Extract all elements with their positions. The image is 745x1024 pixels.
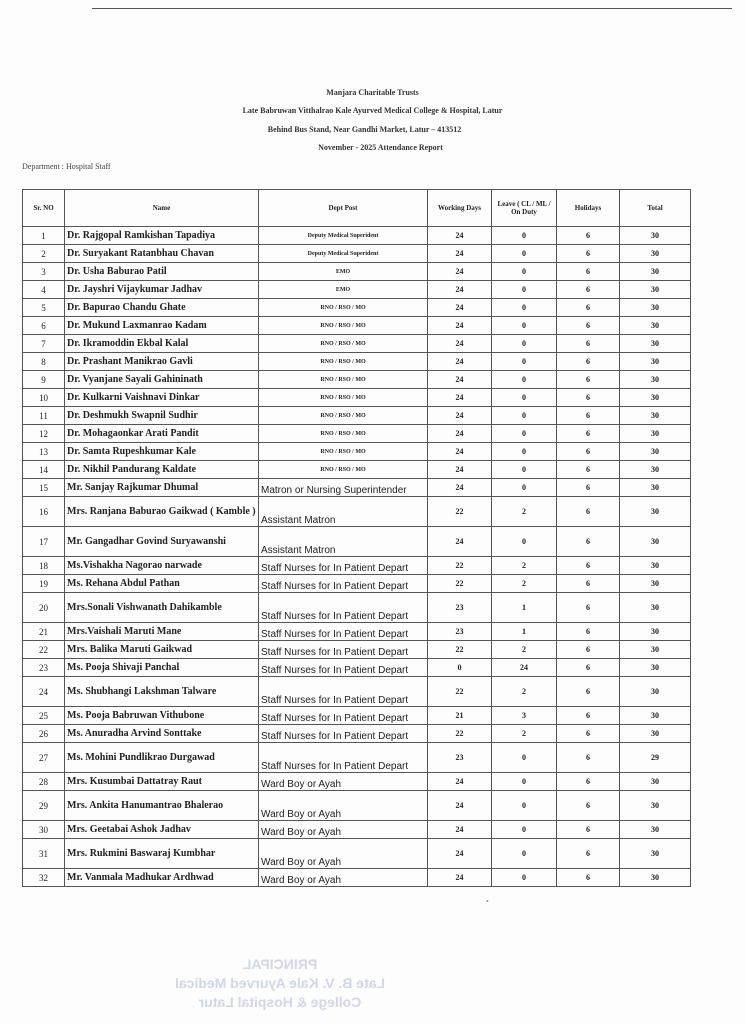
row-sr-no: 31 xyxy=(23,839,65,869)
row-dept-post: Deputy Medical Superident xyxy=(259,245,428,263)
row-name: Mrs. Ankita Hanumantrao Bhalerao xyxy=(65,791,259,821)
row-name: Dr. Rajgopal Ramkishan Tapadiya xyxy=(65,227,259,245)
table-row xyxy=(23,335,691,353)
row-sr-no: 1 xyxy=(23,227,65,245)
row-working-days: 24 xyxy=(428,821,492,839)
table-row xyxy=(23,791,691,821)
col-total: Total xyxy=(620,190,691,227)
row-leave: 0 xyxy=(492,263,557,281)
row-working-days: 24 xyxy=(428,443,492,461)
row-leave: 0 xyxy=(492,869,557,887)
principal-stamp xyxy=(150,955,410,1012)
row-total: 30 xyxy=(620,641,691,659)
row-working-days: 24 xyxy=(428,263,492,281)
row-sr-no: 20 xyxy=(23,593,65,623)
row-total: 30 xyxy=(620,791,691,821)
row-total: 30 xyxy=(620,389,691,407)
table-row xyxy=(23,821,691,839)
row-holidays: 6 xyxy=(557,527,620,557)
row-working-days: 24 xyxy=(428,371,492,389)
row-name: Dr. Jayshri Vijaykumar Jadhav xyxy=(65,281,259,299)
row-dept-post: Staff Nurses for In Patient Depart xyxy=(259,677,428,707)
row-sr-no: 3 xyxy=(23,263,65,281)
row-total: 30 xyxy=(620,245,691,263)
row-total: 30 xyxy=(620,299,691,317)
row-leave: 0 xyxy=(492,317,557,335)
table-row xyxy=(23,299,691,317)
row-holidays: 6 xyxy=(557,641,620,659)
row-leave: 0 xyxy=(492,335,557,353)
stamp-line: Late B. V. Kale Ayurved Medical xyxy=(174,975,386,991)
row-leave: 0 xyxy=(492,407,557,425)
row-sr-no: 25 xyxy=(23,707,65,725)
row-name: Dr. Usha Baburao Patil xyxy=(65,263,259,281)
row-total: 30 xyxy=(620,281,691,299)
col-dept-post: Dept Post xyxy=(259,190,428,227)
row-dept-post: Staff Nurses for In Patient Depart xyxy=(259,743,428,773)
row-dept-post: Ward Boy or Ayah xyxy=(259,869,428,887)
table-header-row xyxy=(23,190,691,227)
row-total: 30 xyxy=(620,407,691,425)
row-leave: 1 xyxy=(492,623,557,641)
row-dept-post: RNO / RSO / MO xyxy=(259,353,428,371)
row-holidays: 6 xyxy=(557,497,620,527)
row-working-days: 24 xyxy=(428,527,492,557)
row-working-days: 24 xyxy=(428,245,492,263)
table-row xyxy=(23,281,691,299)
row-name: Mrs. Kusumbai Dattatray Raut xyxy=(65,773,259,791)
row-name: Mrs.Sonali Vishwanath Dahikamble xyxy=(65,593,259,623)
row-name: Mrs. Geetabai Ashok Jadhav xyxy=(65,821,259,839)
row-working-days: 24 xyxy=(428,791,492,821)
row-total: 30 xyxy=(620,575,691,593)
row-holidays: 6 xyxy=(557,335,620,353)
row-working-days: 24 xyxy=(428,839,492,869)
row-dept-post: RNO / RSO / MO xyxy=(259,443,428,461)
row-sr-no: 24 xyxy=(23,677,65,707)
row-leave: 0 xyxy=(492,299,557,317)
row-leave: 0 xyxy=(492,389,557,407)
row-total: 30 xyxy=(620,443,691,461)
col-working-days: Working Days xyxy=(428,190,492,227)
row-leave: 2 xyxy=(492,497,557,527)
stamp-line: College & Hospital Latur xyxy=(198,994,362,1010)
row-sr-no: 30 xyxy=(23,821,65,839)
row-sr-no: 22 xyxy=(23,641,65,659)
row-holidays: 6 xyxy=(557,659,620,677)
table-row xyxy=(23,317,691,335)
table-row xyxy=(23,461,691,479)
table-row xyxy=(23,707,691,725)
row-working-days: 0 xyxy=(428,659,492,677)
row-name: Mrs.Vaishali Maruti Mane xyxy=(65,623,259,641)
row-holidays: 6 xyxy=(557,317,620,335)
row-total: 30 xyxy=(620,353,691,371)
row-dept-post: Assistant Matron xyxy=(259,527,428,557)
row-sr-no: 6 xyxy=(23,317,65,335)
row-dept-post: Staff Nurses for In Patient Depart xyxy=(259,557,428,575)
row-working-days: 24 xyxy=(428,461,492,479)
row-leave: 0 xyxy=(492,791,557,821)
stray-mark: • xyxy=(486,897,489,906)
row-working-days: 24 xyxy=(428,869,492,887)
row-sr-no: 16 xyxy=(23,497,65,527)
table-row xyxy=(23,407,691,425)
row-working-days: 23 xyxy=(428,623,492,641)
row-dept-post: RNO / RSO / MO xyxy=(259,317,428,335)
row-total: 29 xyxy=(620,743,691,773)
row-sr-no: 27 xyxy=(23,743,65,773)
row-holidays: 6 xyxy=(557,575,620,593)
row-name: Dr. Vyanjane Sayali Gahininath xyxy=(65,371,259,389)
table-row xyxy=(23,623,691,641)
table-row xyxy=(23,389,691,407)
row-dept-post: Ward Boy or Ayah xyxy=(259,773,428,791)
row-working-days: 24 xyxy=(428,281,492,299)
table-row xyxy=(23,575,691,593)
table-row xyxy=(23,443,691,461)
row-working-days: 22 xyxy=(428,497,492,527)
row-name: Ms. Rehana Abdul Pathan xyxy=(65,575,259,593)
row-holidays: 6 xyxy=(557,623,620,641)
department-label: Department : Hospital Staff xyxy=(22,162,111,171)
row-sr-no: 15 xyxy=(23,479,65,497)
row-working-days: 22 xyxy=(428,725,492,743)
row-leave: 0 xyxy=(492,425,557,443)
row-dept-post: Staff Nurses for In Patient Depart xyxy=(259,707,428,725)
table-row xyxy=(23,425,691,443)
row-sr-no: 19 xyxy=(23,575,65,593)
row-holidays: 6 xyxy=(557,821,620,839)
row-total: 30 xyxy=(620,593,691,623)
row-working-days: 24 xyxy=(428,389,492,407)
row-working-days: 24 xyxy=(428,407,492,425)
table-row xyxy=(23,725,691,743)
table-row xyxy=(23,353,691,371)
row-name: Dr. Ikramoddin Ekbal Kalal xyxy=(65,335,259,353)
row-leave: 0 xyxy=(492,461,557,479)
row-total: 30 xyxy=(620,707,691,725)
row-working-days: 24 xyxy=(428,227,492,245)
row-sr-no: 18 xyxy=(23,557,65,575)
row-working-days: 23 xyxy=(428,593,492,623)
row-name: Dr. Samta Rupeshkumar Kale xyxy=(65,443,259,461)
row-leave: 0 xyxy=(492,821,557,839)
row-dept-post: RNO / RSO / MO xyxy=(259,407,428,425)
row-working-days: 24 xyxy=(428,425,492,443)
row-sr-no: 26 xyxy=(23,725,65,743)
row-sr-no: 21 xyxy=(23,623,65,641)
attendance-table xyxy=(22,189,691,887)
row-total: 30 xyxy=(620,425,691,443)
row-sr-no: 5 xyxy=(23,299,65,317)
table-row xyxy=(23,869,691,887)
row-sr-no: 32 xyxy=(23,869,65,887)
table-row xyxy=(23,743,691,773)
row-holidays: 6 xyxy=(557,281,620,299)
row-holidays: 6 xyxy=(557,389,620,407)
row-total: 30 xyxy=(620,869,691,887)
row-name: Dr. Kulkarni Vaishnavi Dinkar xyxy=(65,389,259,407)
row-leave: 24 xyxy=(492,659,557,677)
row-working-days: 22 xyxy=(428,557,492,575)
row-holidays: 6 xyxy=(557,353,620,371)
row-total: 30 xyxy=(620,371,691,389)
row-dept-post: RNO / RSO / MO xyxy=(259,335,428,353)
row-dept-post: Staff Nurses for In Patient Depart xyxy=(259,641,428,659)
row-leave: 2 xyxy=(492,557,557,575)
table-row xyxy=(23,227,691,245)
row-holidays: 6 xyxy=(557,839,620,869)
row-name: Dr. Mukund Laxmanrao Kadam xyxy=(65,317,259,335)
stamp-line: PRINCIPAL xyxy=(242,956,318,972)
row-holidays: 6 xyxy=(557,557,620,575)
table-row xyxy=(23,677,691,707)
row-leave: 0 xyxy=(492,527,557,557)
row-leave: 1 xyxy=(492,593,557,623)
table-row xyxy=(23,527,691,557)
row-holidays: 6 xyxy=(557,443,620,461)
row-dept-post: Staff Nurses for In Patient Depart xyxy=(259,725,428,743)
row-sr-no: 29 xyxy=(23,791,65,821)
row-leave: 0 xyxy=(492,353,557,371)
table-row xyxy=(23,371,691,389)
row-name: Ms. Pooja Shivaji Panchal xyxy=(65,659,259,677)
row-working-days: 24 xyxy=(428,479,492,497)
row-working-days: 21 xyxy=(428,707,492,725)
row-total: 30 xyxy=(620,839,691,869)
row-holidays: 6 xyxy=(557,245,620,263)
row-name: Mr. Gangadhar Govind Suryawanshi xyxy=(65,527,259,557)
row-holidays: 6 xyxy=(557,725,620,743)
row-total: 30 xyxy=(620,623,691,641)
row-holidays: 6 xyxy=(557,707,620,725)
row-leave: 3 xyxy=(492,707,557,725)
row-sr-no: 8 xyxy=(23,353,65,371)
row-name: Mrs. Ranjana Baburao Gaikwad ( Kamble ) xyxy=(65,497,259,527)
row-name: Ms. Mohini Pundlikrao Durgawad xyxy=(65,743,259,773)
row-working-days: 24 xyxy=(428,299,492,317)
row-name: Ms. Anuradha Arvind Sonttake xyxy=(65,725,259,743)
row-sr-no: 28 xyxy=(23,773,65,791)
row-dept-post: Staff Nurses for In Patient Depart xyxy=(259,659,428,677)
row-holidays: 6 xyxy=(557,791,620,821)
row-leave: 0 xyxy=(492,773,557,791)
row-sr-no: 17 xyxy=(23,527,65,557)
row-holidays: 6 xyxy=(557,593,620,623)
row-dept-post: Staff Nurses for In Patient Depart xyxy=(259,593,428,623)
row-dept-post: Assistant Matron xyxy=(259,497,428,527)
row-leave: 0 xyxy=(492,479,557,497)
row-dept-post: RNO / RSO / MO xyxy=(259,371,428,389)
row-leave: 2 xyxy=(492,677,557,707)
row-dept-post: RNO / RSO / MO xyxy=(259,299,428,317)
row-total: 30 xyxy=(620,725,691,743)
college-address: Behind Bus Stand, Near Gandhi Market, Latur – 413512 xyxy=(267,125,462,134)
row-dept-post: RNO / RSO / MO xyxy=(259,425,428,443)
row-leave: 0 xyxy=(492,743,557,773)
table-row xyxy=(23,263,691,281)
page-top-rule xyxy=(92,8,732,9)
row-holidays: 6 xyxy=(557,479,620,497)
row-sr-no: 11 xyxy=(23,407,65,425)
row-total: 30 xyxy=(620,527,691,557)
row-total: 30 xyxy=(620,479,691,497)
row-sr-no: 13 xyxy=(23,443,65,461)
row-leave: 0 xyxy=(492,443,557,461)
row-leave: 2 xyxy=(492,725,557,743)
table-row xyxy=(23,497,691,527)
row-holidays: 6 xyxy=(557,677,620,707)
row-leave: 0 xyxy=(492,839,557,869)
row-dept-post: RNO / RSO / MO xyxy=(259,461,428,479)
table-row xyxy=(23,593,691,623)
row-dept-post: EMO xyxy=(259,263,428,281)
row-sr-no: 7 xyxy=(23,335,65,353)
row-holidays: 6 xyxy=(557,371,620,389)
row-total: 30 xyxy=(620,461,691,479)
row-total: 30 xyxy=(620,497,691,527)
row-total: 30 xyxy=(620,317,691,335)
row-leave: 0 xyxy=(492,281,557,299)
row-holidays: 6 xyxy=(557,461,620,479)
table-row xyxy=(23,557,691,575)
row-name: Mr. Vanmala Madhukar Ardhwad xyxy=(65,869,259,887)
row-holidays: 6 xyxy=(557,743,620,773)
row-dept-post: EMO xyxy=(259,281,428,299)
row-sr-no: 4 xyxy=(23,281,65,299)
row-dept-post: Ward Boy or Ayah xyxy=(259,791,428,821)
row-leave: 2 xyxy=(492,575,557,593)
trust-name: Manjara Charitable Trusts xyxy=(326,88,419,97)
row-name: Ms. Shubhangi Lakshman Talware xyxy=(65,677,259,707)
row-working-days: 24 xyxy=(428,317,492,335)
row-sr-no: 2 xyxy=(23,245,65,263)
row-name: Mrs. Balika Maruti Gaikwad xyxy=(65,641,259,659)
table-row xyxy=(23,641,691,659)
row-name: Ms.Vishakha Nagorao narwade xyxy=(65,557,259,575)
row-working-days: 22 xyxy=(428,641,492,659)
row-name: Ms. Pooja Babruwan Vithubone xyxy=(65,707,259,725)
row-total: 30 xyxy=(620,773,691,791)
row-holidays: 6 xyxy=(557,425,620,443)
col-sr-no: Sr. NO xyxy=(23,190,65,227)
row-working-days: 22 xyxy=(428,575,492,593)
row-dept-post: Deputy Medical Superident xyxy=(259,227,428,245)
table-row xyxy=(23,773,691,791)
row-holidays: 6 xyxy=(557,773,620,791)
row-name: Dr. Mohagaonkar Arati Pandit xyxy=(65,425,259,443)
row-holidays: 6 xyxy=(557,407,620,425)
row-dept-post: Matron or Nursing Superintender xyxy=(259,479,428,497)
row-total: 30 xyxy=(620,677,691,707)
row-total: 30 xyxy=(620,659,691,677)
row-name: Dr. Prashant Manikrao Gavli xyxy=(65,353,259,371)
row-working-days: 22 xyxy=(428,677,492,707)
row-holidays: 6 xyxy=(557,263,620,281)
row-dept-post: Staff Nurses for In Patient Depart xyxy=(259,623,428,641)
row-dept-post: Ward Boy or Ayah xyxy=(259,839,428,869)
row-leave: 2 xyxy=(492,641,557,659)
row-leave: 0 xyxy=(492,245,557,263)
row-leave: 0 xyxy=(492,371,557,389)
row-name: Mr. Sanjay Rajkumar Dhumal xyxy=(65,479,259,497)
table-row xyxy=(23,839,691,869)
row-sr-no: 9 xyxy=(23,371,65,389)
row-dept-post: Ward Boy or Ayah xyxy=(259,821,428,839)
row-name: Dr. Deshmukh Swapnil Sudhir xyxy=(65,407,259,425)
row-total: 30 xyxy=(620,557,691,575)
col-leave: Leave ( CL / ML / On Duty xyxy=(492,190,557,227)
row-name: Mrs. Rukmini Baswaraj Kumbhar xyxy=(65,839,259,869)
row-working-days: 23 xyxy=(428,743,492,773)
col-holidays: Holidays xyxy=(557,190,620,227)
row-working-days: 24 xyxy=(428,773,492,791)
row-total: 30 xyxy=(620,335,691,353)
col-name: Name xyxy=(65,190,259,227)
table-row xyxy=(23,245,691,263)
row-sr-no: 14 xyxy=(23,461,65,479)
row-working-days: 24 xyxy=(428,335,492,353)
row-name: Dr. Bapurao Chandu Ghate xyxy=(65,299,259,317)
row-holidays: 6 xyxy=(557,227,620,245)
row-total: 30 xyxy=(620,227,691,245)
row-name: Dr. Nikhil Pandurang Kaldate xyxy=(65,461,259,479)
table-row xyxy=(23,479,691,497)
row-total: 30 xyxy=(620,821,691,839)
row-holidays: 6 xyxy=(557,299,620,317)
row-leave: 0 xyxy=(492,227,557,245)
college-name: Late Babruwan Vitthalrao Kale Ayurved Medical College & Hospital, Latur xyxy=(242,106,503,115)
row-dept-post: Staff Nurses for In Patient Depart xyxy=(259,575,428,593)
row-sr-no: 10 xyxy=(23,389,65,407)
row-name: Dr. Suryakant Ratanbhau Chavan xyxy=(65,245,259,263)
row-sr-no: 12 xyxy=(23,425,65,443)
row-working-days: 24 xyxy=(428,353,492,371)
row-dept-post: RNO / RSO / MO xyxy=(259,389,428,407)
table-row xyxy=(23,659,691,677)
row-total: 30 xyxy=(620,263,691,281)
row-holidays: 6 xyxy=(557,869,620,887)
report-title: November - 2025 Attendance Report xyxy=(318,143,443,152)
row-sr-no: 23 xyxy=(23,659,65,677)
